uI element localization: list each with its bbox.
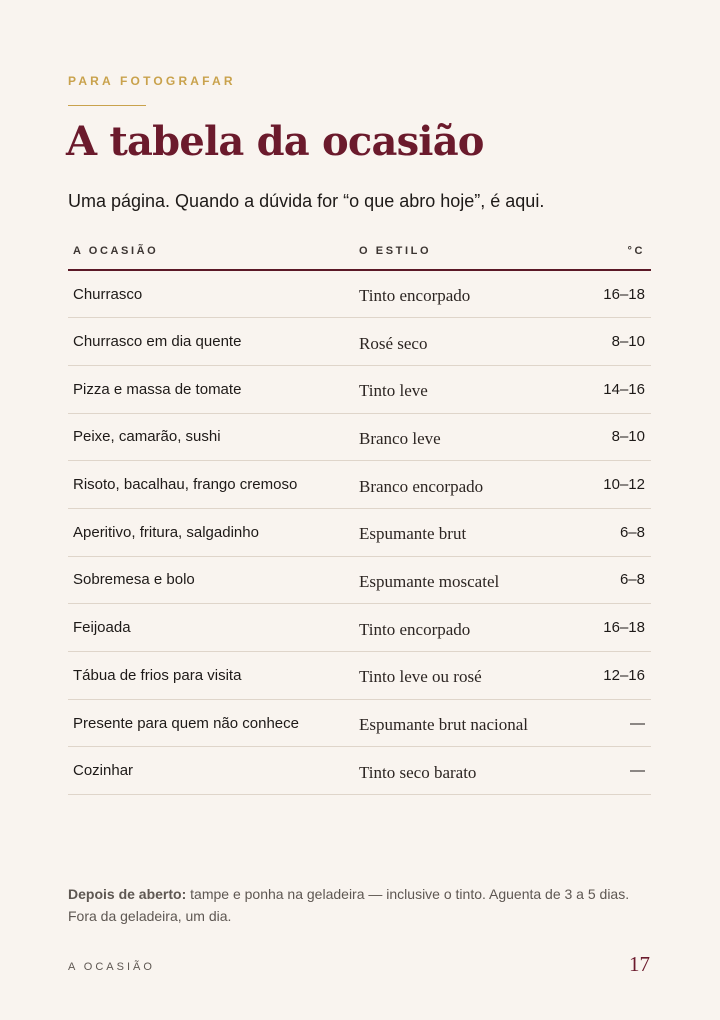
occasion-table <box>68 232 651 795</box>
page-subtitle: Uma página. Quando a dúvida for “o que abro hoje”, é aqui. <box>68 191 545 211</box>
temperature-cell: 8–10 <box>574 318 651 366</box>
page-title: A tabela da ocasião <box>66 118 484 165</box>
storage-note-lead: Depois de aberto: <box>68 886 187 902</box>
table-row <box>68 461 651 509</box>
temperature-cell: 14–16 <box>574 365 651 413</box>
table-row <box>68 318 651 366</box>
style-cell: Branco encorpado <box>359 461 574 509</box>
occasion-cell: Tábua de frios para visita <box>68 652 359 700</box>
temperature-cell: 16–18 <box>574 604 651 652</box>
temperature-cell: 12–16 <box>574 652 651 700</box>
temperature-cell: 8–10 <box>574 413 651 461</box>
occasion-cell: Sobremesa e bolo <box>68 556 359 604</box>
style-cell: Tinto seco barato <box>359 747 574 795</box>
page-number: 17 <box>629 952 650 976</box>
style-cell: Espumante brut nacional <box>359 699 574 747</box>
style-cell: Tinto encorpado <box>359 270 574 318</box>
temperature-cell: — <box>574 699 651 747</box>
occasion-cell: Churrasco <box>68 270 359 318</box>
section-kicker: PARA FOTOGRAFAR <box>68 74 236 88</box>
style-cell: Tinto leve ou rosé <box>359 652 574 700</box>
table-row <box>68 652 651 700</box>
table-row <box>68 556 651 604</box>
style-cell: Espumante brut <box>359 508 574 556</box>
style-cell: Branco leve <box>359 413 574 461</box>
storage-note <box>68 883 653 927</box>
storage-note-text: tampe e ponha na geladeira — inclusive o tinto. Aguenta de 3 a 5 dias. Fora da geladeira, um dia. <box>68 886 630 924</box>
table-row <box>68 365 651 413</box>
occasion-cell: Peixe, camarão, sushi <box>68 413 359 461</box>
occasion-cell: Aperitivo, fritura, salgadinho <box>68 508 359 556</box>
footer-section-label: A OCASIÃO <box>68 961 155 973</box>
temperature-cell: — <box>574 747 651 795</box>
occasion-cell: Churrasco em dia quente <box>68 318 359 366</box>
table-row <box>68 699 651 747</box>
style-cell: Espumante moscatel <box>359 556 574 604</box>
table-row <box>68 747 651 795</box>
kicker-divider <box>68 105 146 106</box>
temperature-cell: 6–8 <box>574 556 651 604</box>
table-row <box>68 270 651 318</box>
temperature-cell: 16–18 <box>574 270 651 318</box>
temperature-cell: 6–8 <box>574 508 651 556</box>
column-header-occasion: A OCASIÃO <box>68 232 359 270</box>
style-cell: Tinto leve <box>359 365 574 413</box>
column-header-style: O ESTILO <box>359 232 574 270</box>
occasion-cell: Cozinhar <box>68 747 359 795</box>
table-row <box>68 508 651 556</box>
table-row <box>68 413 651 461</box>
temperature-cell: 10–12 <box>574 461 651 509</box>
table-header-row <box>68 232 651 270</box>
style-cell: Rosé seco <box>359 318 574 366</box>
table-row <box>68 604 651 652</box>
style-cell: Tinto encorpado <box>359 604 574 652</box>
occasion-cell: Risoto, bacalhau, frango cremoso <box>68 461 359 509</box>
column-header-temperature: °C <box>574 232 651 270</box>
occasion-cell: Presente para quem não conhece <box>68 699 359 747</box>
occasion-cell: Pizza e massa de tomate <box>68 365 359 413</box>
occasion-cell: Feijoada <box>68 604 359 652</box>
